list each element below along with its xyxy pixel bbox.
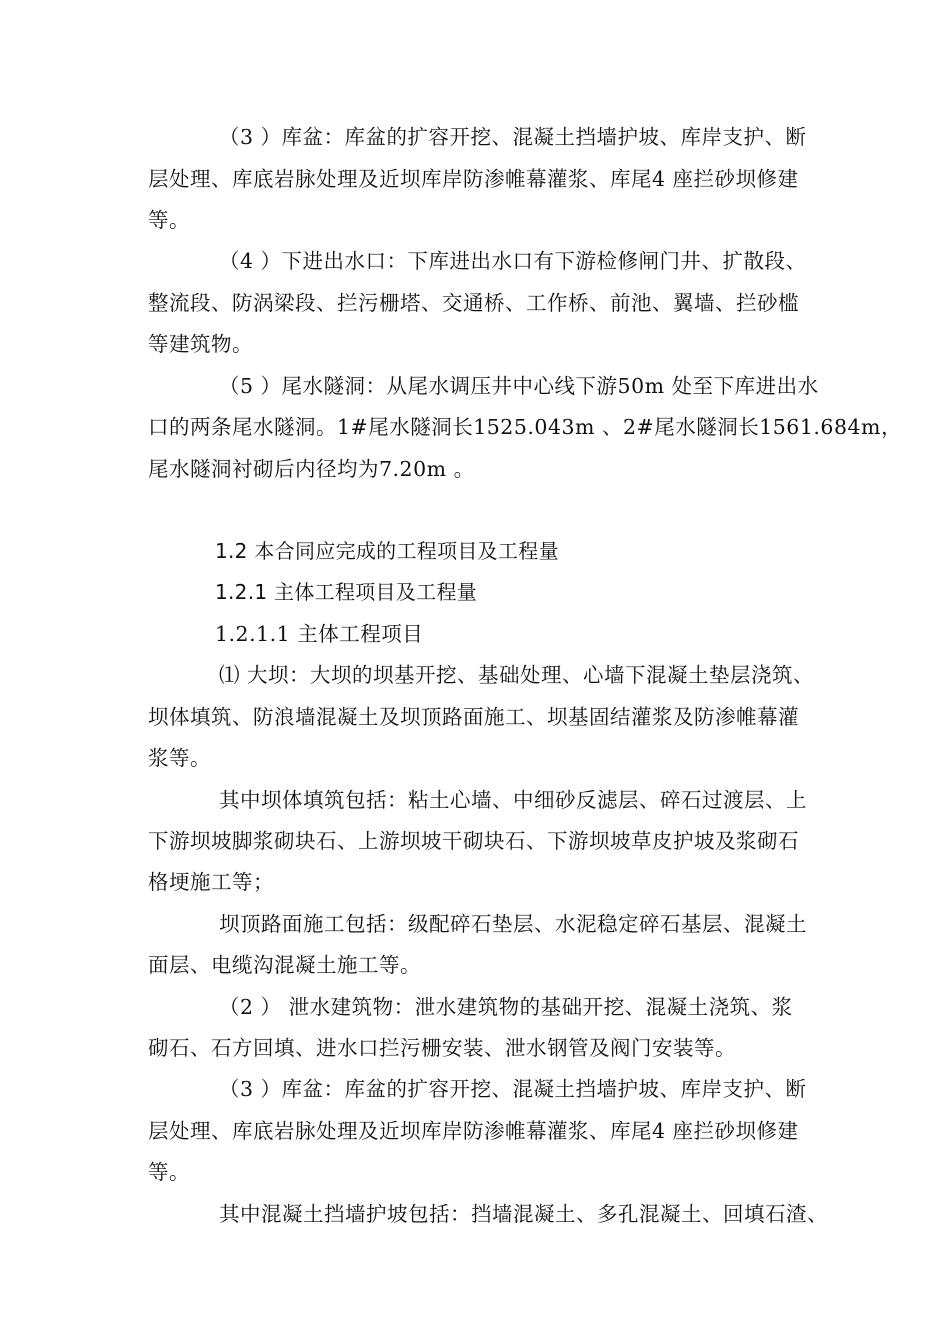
paragraph-road-line-1: 坝顶路面施工包括：级配碎石垫层、水泥稳定碎石基层、混凝土 [219, 912, 807, 936]
paragraph-road-line-2: 面层、电缆沟混凝土施工等。 [148, 953, 421, 977]
paragraph-intake-line-3: 等建筑物。 [148, 332, 253, 356]
paragraph-dam-line-3: 浆等。 [148, 746, 211, 770]
paragraph-spillway-line-1: （2 ） 泄水建筑物：泄水建筑物的基础开挖、混凝土浇筑、浆 [219, 995, 793, 1019]
paragraph-tailrace-line-3: 尾水隧洞衬砌后内径均为7.20m 。 [148, 457, 475, 481]
paragraph-intake-line-1: （4 ）下进出水口：下库进出水口有下游检修闸门井、扩散段、 [219, 249, 807, 273]
section-heading-1-2-1-1: 1.2.1.1 主体工程项目 [215, 622, 424, 646]
paragraph-tailrace-line-2: 口的两条尾水隧洞。1#尾水隧洞长1525.043m 、2#尾水隧洞长1561.684m， [148, 415, 902, 439]
section-heading-1-2-1: 1.2.1 主体工程项目及工程量 [215, 580, 478, 604]
paragraph-reservoir-repeat-line-1: （3 ）库盆：库盆的扩容开挖、混凝土挡墙护坡、库岸支护、断 [219, 1077, 807, 1101]
paragraph-dam-fill-line-2: 下游坝坡脚浆砌块石、上游坝坡干砌块石、下游坝坡草皮护坡及浆砌石 [148, 829, 799, 853]
paragraph-intake-line-2: 整流段、防涡梁段、拦污栅塔、交通桥、工作桥、前池、翼墙、拦砂槛 [148, 291, 799, 315]
paragraph-dam-line-2: 坝体填筑、防浪墙混凝土及坝顶路面施工、坝基固结灌浆及防渗帷幕灌 [148, 705, 799, 729]
paragraph-reservoir-line-2: 层处理、库底岩脉处理及近坝库岸防渗帷幕灌浆、库尾4 座拦砂坝修建 [148, 167, 799, 191]
paragraph-reservoir-line-3: 等。 [148, 208, 190, 232]
paragraph-spillway-line-2: 砌石、石方回填、进水口拦污栅安装、泄水钢管及阀门安装等。 [148, 1036, 736, 1060]
paragraph-dam-line-1: ⑴ 大坝：大坝的坝基开挖、基础处理、心墙下混凝土垫层浇筑、 [219, 663, 815, 687]
paragraph-dam-fill-line-1: 其中坝体填筑包括：粘土心墙、中细砂反滤层、碎石过渡层、上 [219, 788, 807, 812]
paragraph-reservoir-repeat-line-2: 层处理、库底岩脉处理及近坝库岸防渗帷幕灌浆、库尾4 座拦砂坝修建 [148, 1119, 799, 1143]
paragraph-retaining-wall-line-1: 其中混凝土挡墙护坡包括：挡墙混凝土、多孔混凝土、回填石渣、 [219, 1202, 828, 1226]
section-heading-1-2: 1.2 本合同应完成的工程项目及工程量 [215, 539, 559, 563]
paragraph-reservoir-repeat-line-3: 等。 [148, 1160, 190, 1184]
paragraph-reservoir-line-1: （3 ）库盆：库盆的扩容开挖、混凝土挡墙护坡、库岸支护、断 [219, 125, 807, 149]
paragraph-dam-fill-line-3: 格埂施工等； [148, 870, 274, 894]
paragraph-tailrace-line-1: （5 ）尾水隧洞：从尾水调压井中心线下游50m 处至下库进出水 [219, 374, 819, 398]
